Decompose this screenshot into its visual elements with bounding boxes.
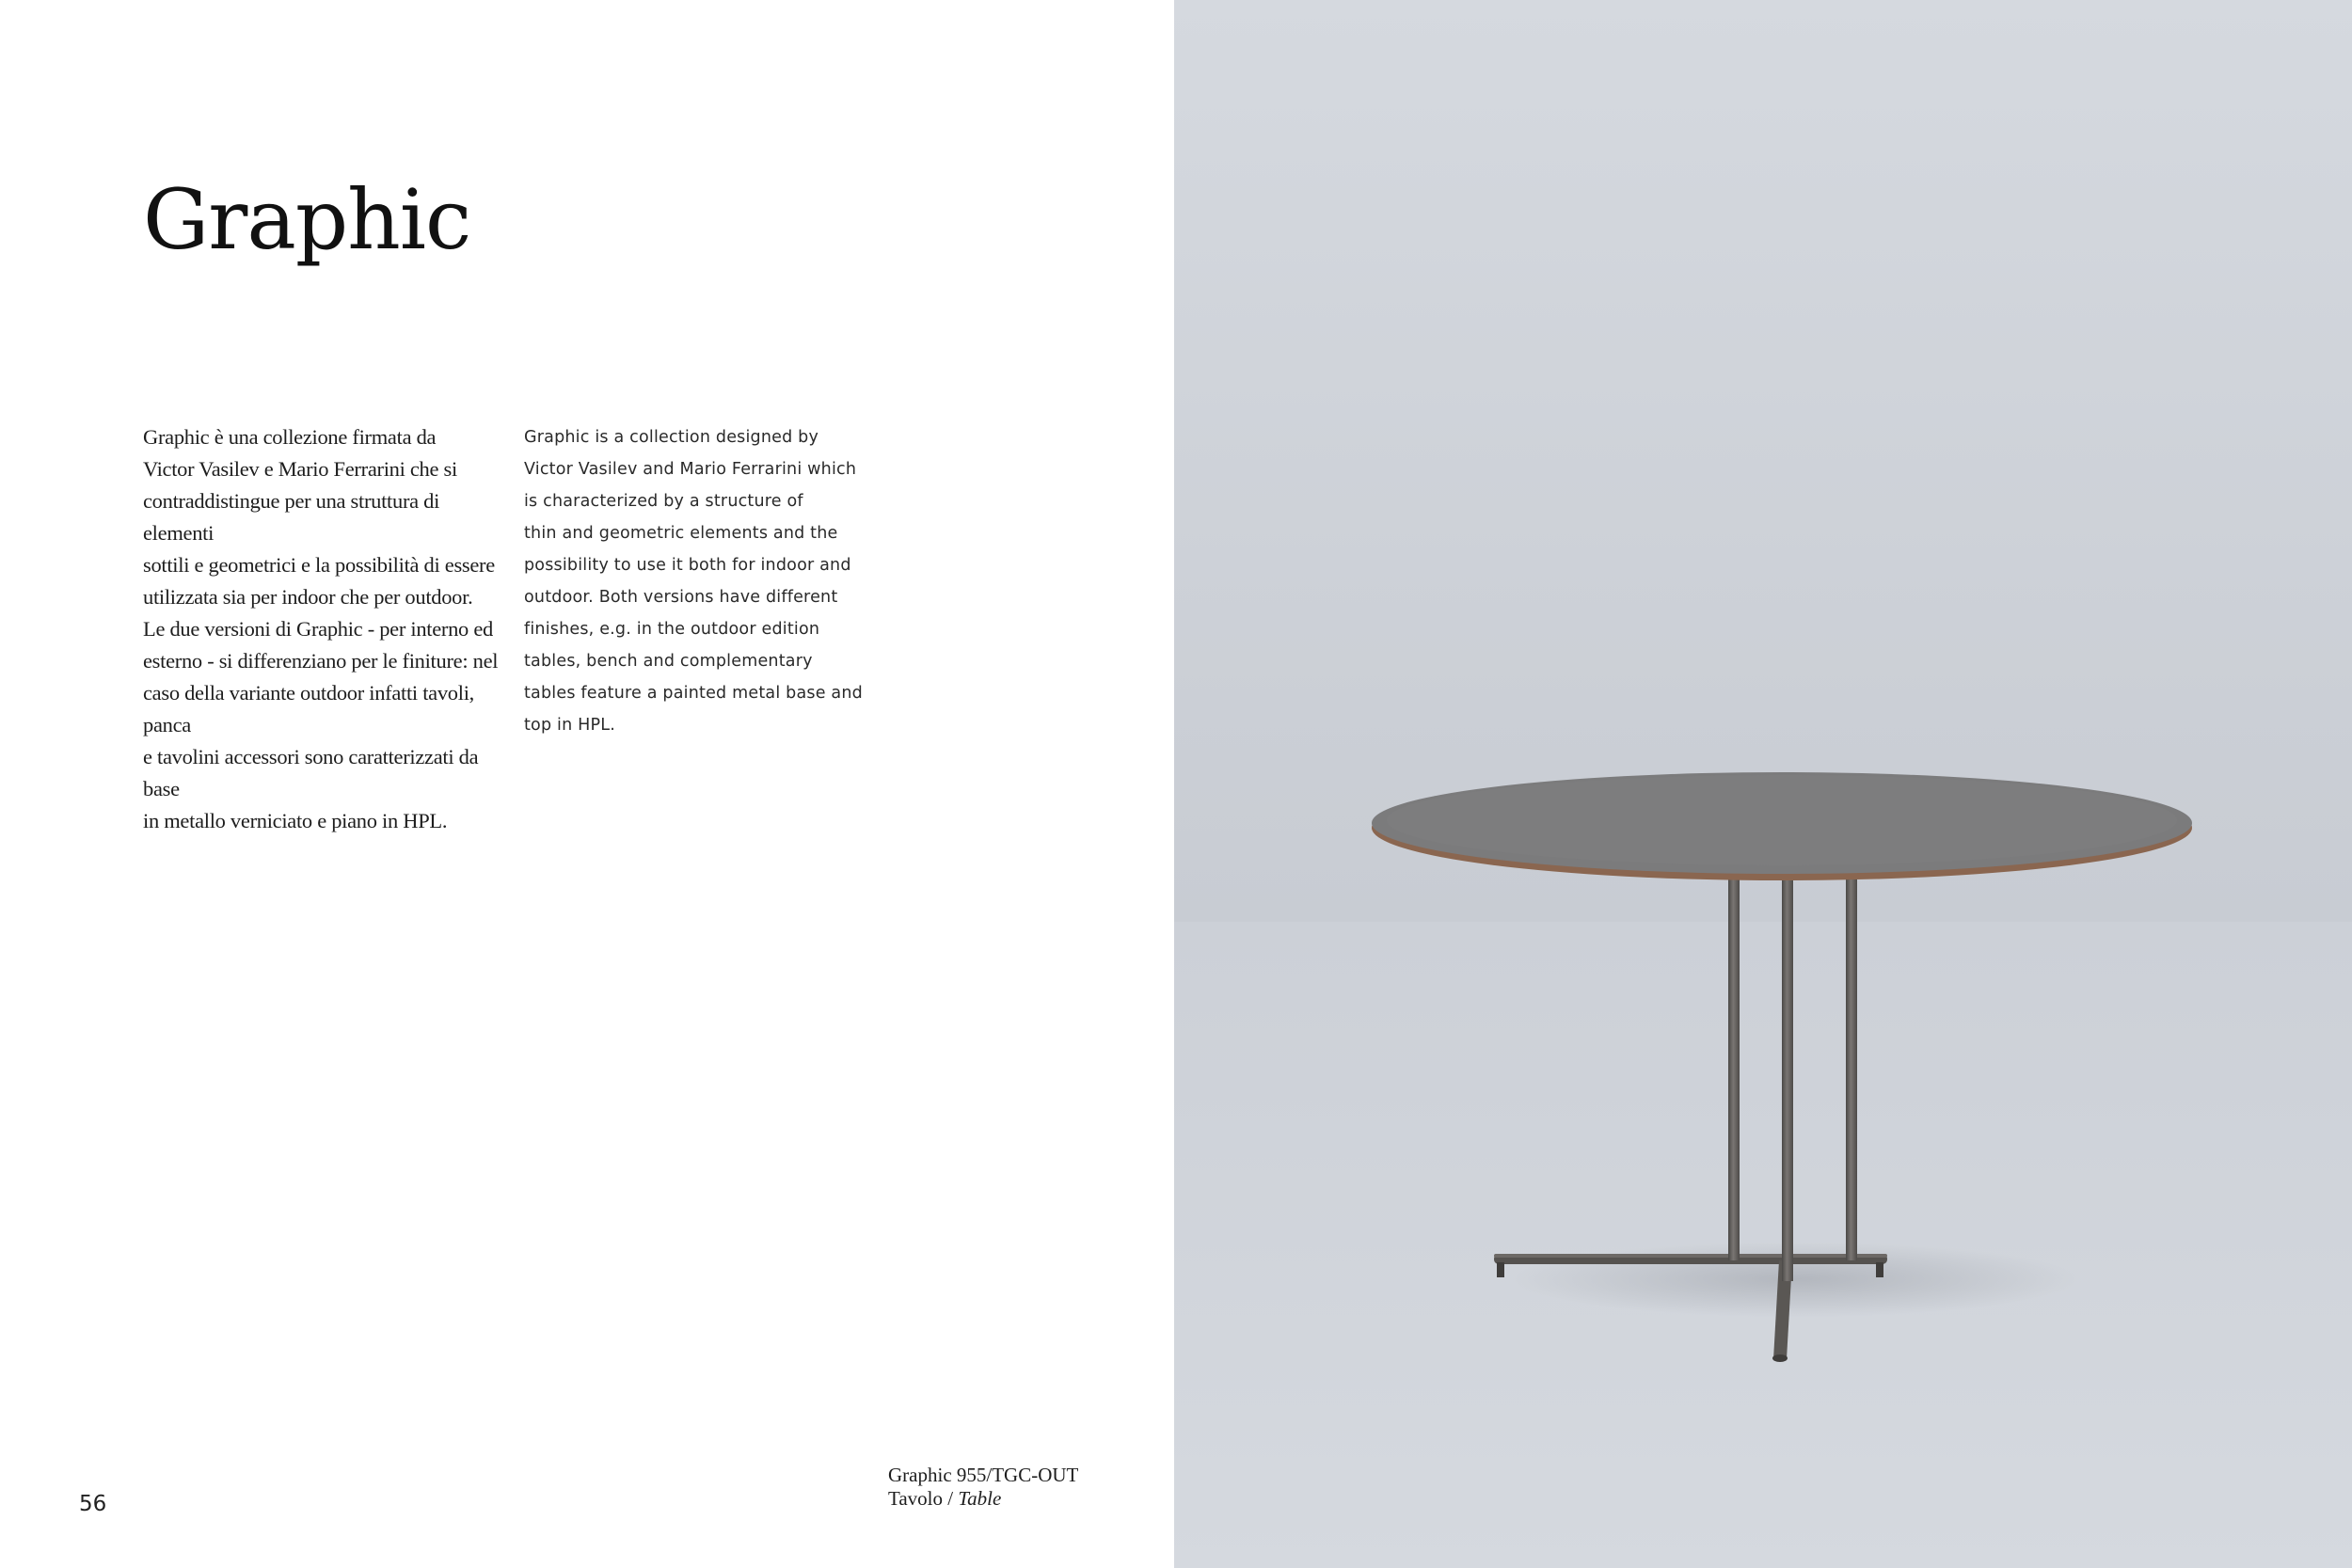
table-top [1372,772,2192,880]
table-shadow [1513,1242,2077,1317]
left-page [0,0,1174,1568]
page-title: Graphic [143,171,471,268]
caption-product-code: Graphic 955/TGC-OUT [888,1464,1079,1486]
caption-type [888,1487,1078,1511]
caption-label-en: Table [958,1487,1002,1510]
english-description: Graphic is a collection designed by Victor Vasilev and Mario Ferrarini which is characterized by a structure of thin and geometric elements and the possibility to use it both for indoor and outdoor. Both versions have different finishes, e.g. in the outdoor edition tables, bench and complementary tables feature a painted metal base and top in HPL. [524,428,863,735]
italian-description: Graphic è una collezione firmata da Victor Vasilev e Mario Ferrarini che si contraddistingue per una struttura di elementi sottili e geometrici e la possibilità di essere utilizzata sia per indoor che per outdoor. Le due versioni di Graphic - per interno ed esterno - si differenziano per le finiture: nel caso della variante outdoor infatti tavoli, panca e tavolini accessori sono caratterizzati da base in metallo verniciato e piano in HPL. [143,425,499,832]
photo-caption [888,1464,1078,1511]
right-page [1174,0,2352,1568]
table-photo [1174,0,2352,1568]
caption-label-it: Tavolo / [888,1487,959,1510]
page-number: 56 [79,1492,107,1516]
